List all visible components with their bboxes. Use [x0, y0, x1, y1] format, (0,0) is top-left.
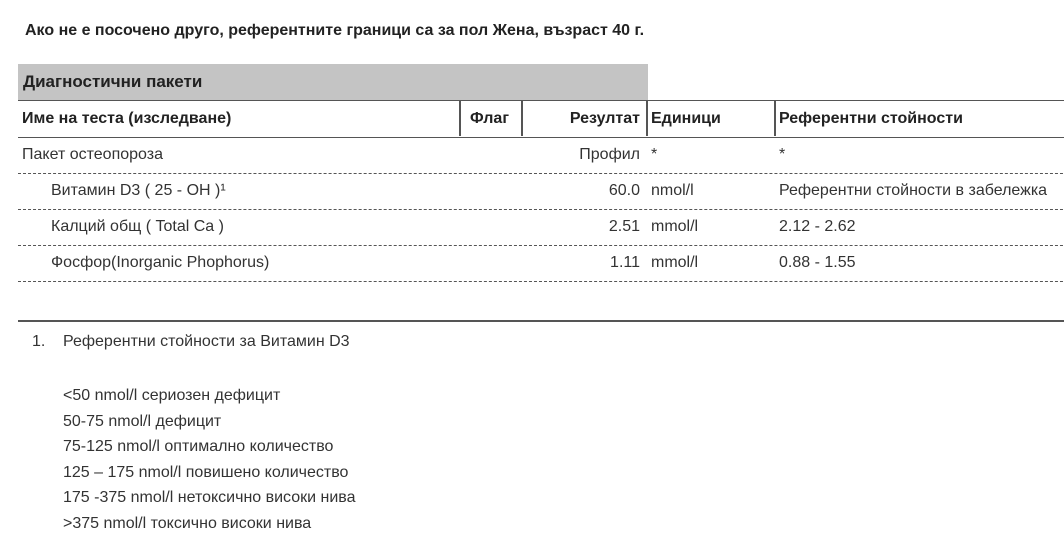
column-header-units: Единици: [651, 110, 721, 127]
test-name: Фосфор(Inorganic Phophorus): [51, 254, 270, 271]
column-divider: [774, 101, 776, 136]
footnote-number: 1.: [32, 333, 46, 350]
table-header: [18, 100, 1064, 138]
test-units: nmol/l: [651, 182, 694, 199]
list-item: 75-125 nmol/l оптимално количество: [63, 438, 334, 456]
vitamin-d-reference-list: [63, 383, 356, 537]
column-divider: [521, 101, 523, 136]
column-header-result: Резултат: [569, 110, 640, 127]
test-name: Калций общ ( Total Ca ): [51, 218, 224, 235]
footnote-title: Референтни стойности за Витамин D3: [63, 333, 350, 350]
footnote-divider: [18, 320, 1064, 322]
test-name: Витамин D3 ( 25 - OH )¹: [51, 182, 226, 199]
test-units: mmol/l: [651, 254, 699, 271]
test-name: Пакет остеопороза: [22, 146, 163, 163]
list-item: 50-75 nmol/l дефицит: [63, 412, 222, 430]
table-row: [18, 174, 1064, 210]
section-title: Диагностични пакети: [18, 64, 648, 100]
test-reference: *: [779, 146, 786, 163]
list-item: 175 -375 nmol/l нетоксично високи нива: [63, 489, 356, 507]
test-result: 60.0: [608, 182, 640, 199]
list-item: 125 – 175 nmol/l повишено количество: [63, 463, 349, 481]
list-item: <50 nmol/l сериозен дефицит: [63, 387, 281, 404]
column-divider: [459, 101, 461, 136]
column-header-name: Име на теста (изследване): [22, 110, 232, 127]
table-row: [18, 246, 1064, 282]
column-header-reference: Референтни стойности: [779, 110, 963, 127]
test-result: Профил: [579, 146, 640, 163]
table-row: [18, 138, 1064, 174]
test-reference: Референтни стойности в забележка: [779, 182, 1048, 199]
reference-note: Ако не е посочено друго, референтните граници са за пол Жена, възраст 40 г.: [25, 22, 645, 39]
test-result: 1.11: [610, 254, 640, 271]
list-item: >375 nmol/l токсично високи нива: [63, 514, 312, 532]
test-reference: 0.88 - 1.55: [779, 254, 856, 271]
test-units: *: [651, 146, 658, 163]
column-divider: [646, 101, 648, 136]
test-units: mmol/l: [651, 218, 699, 235]
table-row: [18, 210, 1064, 246]
test-reference: 2.12 - 2.62: [779, 218, 856, 235]
column-header-flag: Флаг: [470, 110, 509, 127]
test-result: 2.51: [608, 218, 640, 235]
